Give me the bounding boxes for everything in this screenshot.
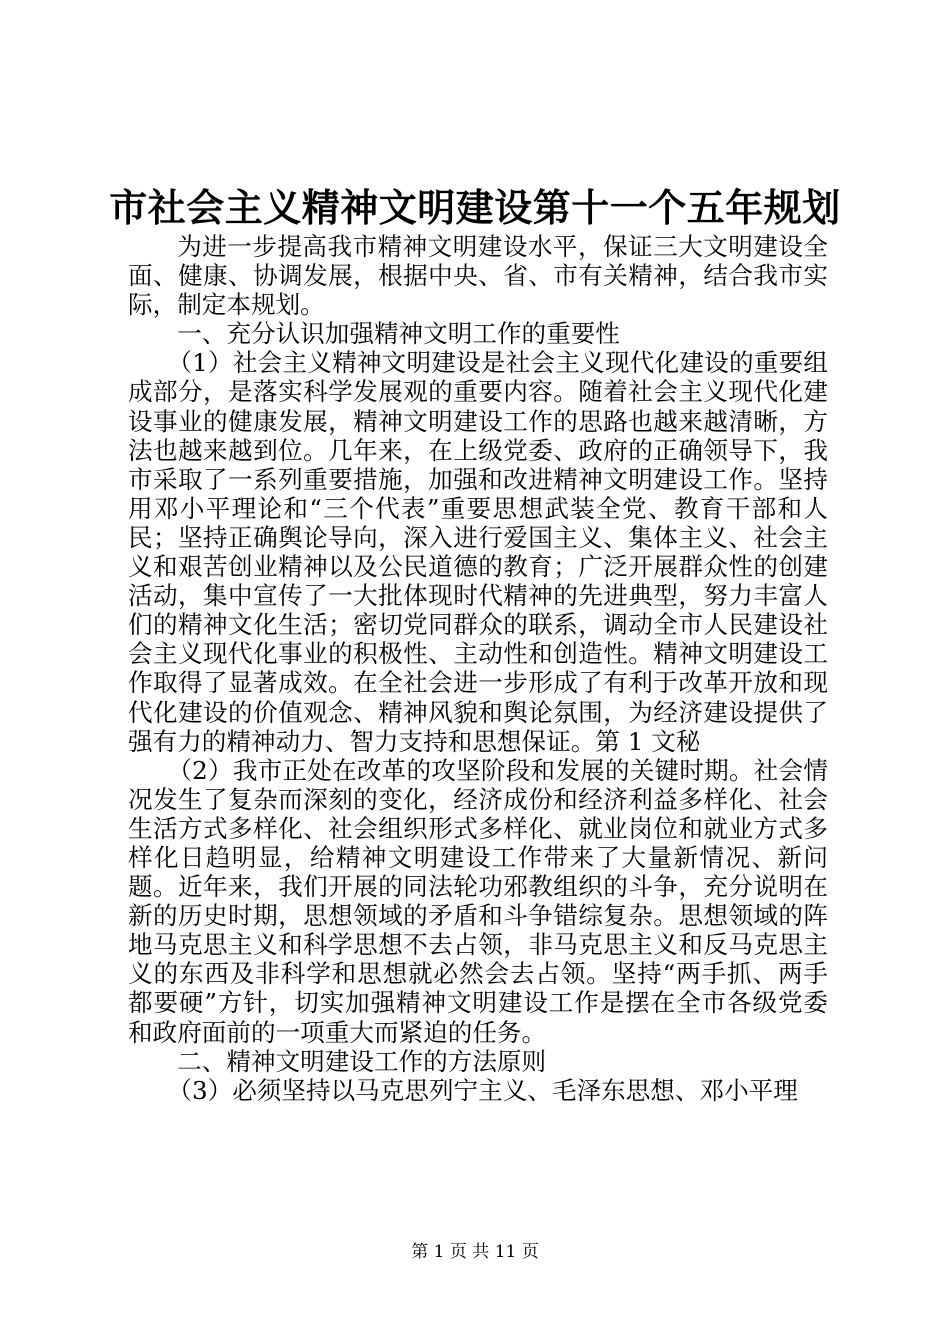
document-title: 市社会主义精神文明建设第十一个五年规划: [109, 185, 841, 230]
section-heading-2: 二、精神文明建设工作的方法原则: [177, 1046, 547, 1076]
section-heading-1: 一、充分认识加强精神文明工作的重要性: [177, 319, 620, 349]
intro-paragraph: 为进一步提高我市精神文明建设水平，保证三大文明建设全面、健康、协调发展，根据中央、省、市有关精神，结合我市实际，制定本规划。: [128, 232, 828, 320]
paragraph-1: （1）社会主义精神文明建设是社会主义现代化建设的重要组成部分，是落实科学发展观的重要内容。随着社会主义现代化建设事业的健康发展，精神文明建设工作的思路也越来越清晰，方法也越来越到位。几年来，在上级党委、政府的正确领导下，我市采取了一系列重要措施，加强和改进精神文明建设工作。坚持用邓小平理论和“三个代表”重要思想武装全党、教育干部和人民；坚持正确舆论导向，深入进行爱国主义、集体主义、社会主义和艰苦创业精神以及公民道德的教育；广泛开展群众性的创建活动，集中宣传了一大批体现时代精神的先进典型，努力丰富人们的精神文化生活；密切党同群众的联系，调动全市人民建设社会主义现代化事业的积极性、主动性和创造性。精神文明建设工作取得了显著成效。在全社会进一步形成了有利于改革开放和现代化建设的价值观念、精神风貌和舆论氛围，为经济建设提供了强有力的精神动力、智力支持和思想保证。第 1 文秘: [128, 348, 828, 756]
paragraph-3: （3）必须坚持以马克思列宁主义、毛泽东思想、邓小平理: [167, 1075, 798, 1105]
document-body: [128, 232, 828, 1105]
page-footer: 第 1 页 共 11 页: [411, 1242, 539, 1262]
paragraph-2: （2）我市正处在改革的攻坚阶段和发展的关键时期。社会情况发生了复杂而深刻的变化，经济成份和经济利益多样化、社会生活方式多样化、社会组织形式多样化、就业岗位和就业方式多样化日趋明显，给精神文明建设工作带来了大量新情况、新问题。近年来，我们开展的同法轮功邪教组织的斗争，充分说明在新的历史时期，思想领域的矛盾和斗争错综复杂。思想领域的阵地马克思主义和科学思想不去占领，非马克思主义和反马克思主义的东西及非科学和思想就必然会去占领。坚持“两手抓、两手都要硬”方针，切实加强精神文明建设工作是摆在全市各级党委和政府面前的一项重大而紧迫的任务。: [128, 755, 828, 1047]
